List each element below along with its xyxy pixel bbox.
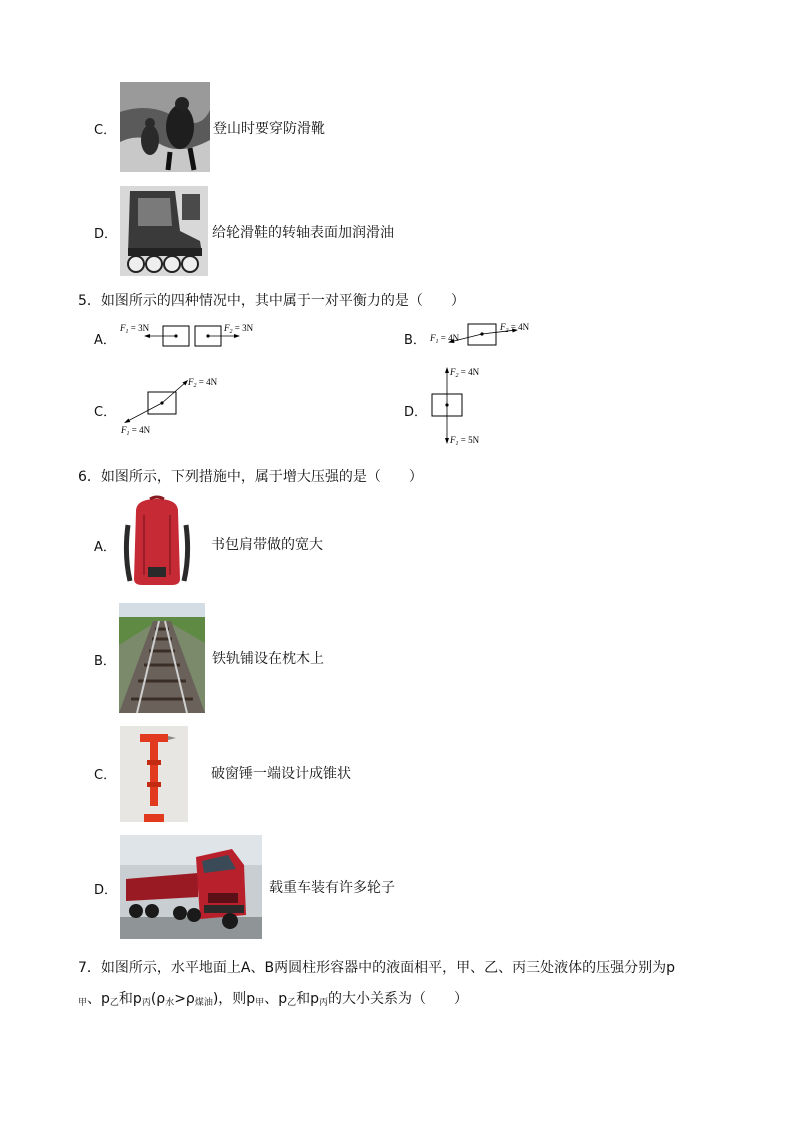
option-letter: C． (94, 768, 117, 783)
svg-text:F2 = 4N: $F_2 = 4N$ (450, 367, 480, 379)
backpack-image (122, 495, 192, 587)
question-5-stem: 5．如图所示的四种情况中，其中属于一对平衡力的是（ ） (78, 293, 465, 309)
svg-text:F2 = 3N: $F_2 = 3N$ (224, 323, 254, 335)
option-letter: B． (94, 654, 116, 669)
option-letter: A． (94, 333, 116, 348)
option-letter: A． (94, 540, 116, 555)
question-6-stem: 6．如图所示，下列措施中，属于增大压强的是（ ） (78, 469, 423, 485)
option-text: 登山时要穿防滑靴 (213, 121, 325, 137)
safety-hammer-image (120, 726, 188, 822)
svg-text:F2 = 4N: $F_2 = 4N$ (500, 322, 530, 334)
svg-text:F1 = 5N: $F_1 = 5N$ (450, 435, 480, 447)
question-7-line-2: $_甲$、$p_乙$和$p_丙(\rho_水>\rho_{煤油})$，则$p_甲$、$p_乙$和$p_丙$的大小关系为（ ） (78, 991, 469, 1008)
force-diagram-c (118, 372, 238, 438)
svg-text:F1 = 4N: $F_1 = 4N$ (430, 333, 460, 345)
option-text: 破窗锤一端设计成锥状 (211, 766, 351, 782)
mountain-climbers-image (120, 82, 210, 172)
option-text: 书包肩带做的宽大 (211, 537, 323, 553)
railway-track-image (119, 603, 205, 713)
question-7-line-1: 7．如图所示，水平地面上A、B两圆柱形容器中的液面相平，甲、乙、丙三处液体的压强分别为p (78, 960, 675, 976)
option-letter: C． (94, 123, 117, 138)
option-letter: D． (404, 405, 428, 420)
option-letter: D． (94, 227, 118, 242)
option-text: 载重车装有许多轮子 (269, 880, 395, 896)
svg-text:F1 = 4N: $F_1 = 4N$ (121, 425, 151, 437)
option-letter: D． (94, 883, 118, 898)
force-diagram-d (428, 364, 508, 448)
option-letter: B． (404, 333, 426, 348)
option-text: 给轮滑鞋的转轴表面加润滑油 (212, 225, 394, 241)
option-letter: C． (94, 405, 117, 420)
svg-text:F1 = 3N: $F_1 = 3N$ (120, 323, 150, 335)
force-diagram-b (428, 316, 548, 352)
option-text: 铁轨铺设在枕木上 (212, 651, 324, 667)
roller-skate-image (120, 186, 208, 276)
svg-text:F2 = 4N: $F_2 = 4N$ (188, 377, 218, 389)
force-diagram-a (118, 318, 268, 352)
heavy-truck-image (120, 835, 262, 939)
